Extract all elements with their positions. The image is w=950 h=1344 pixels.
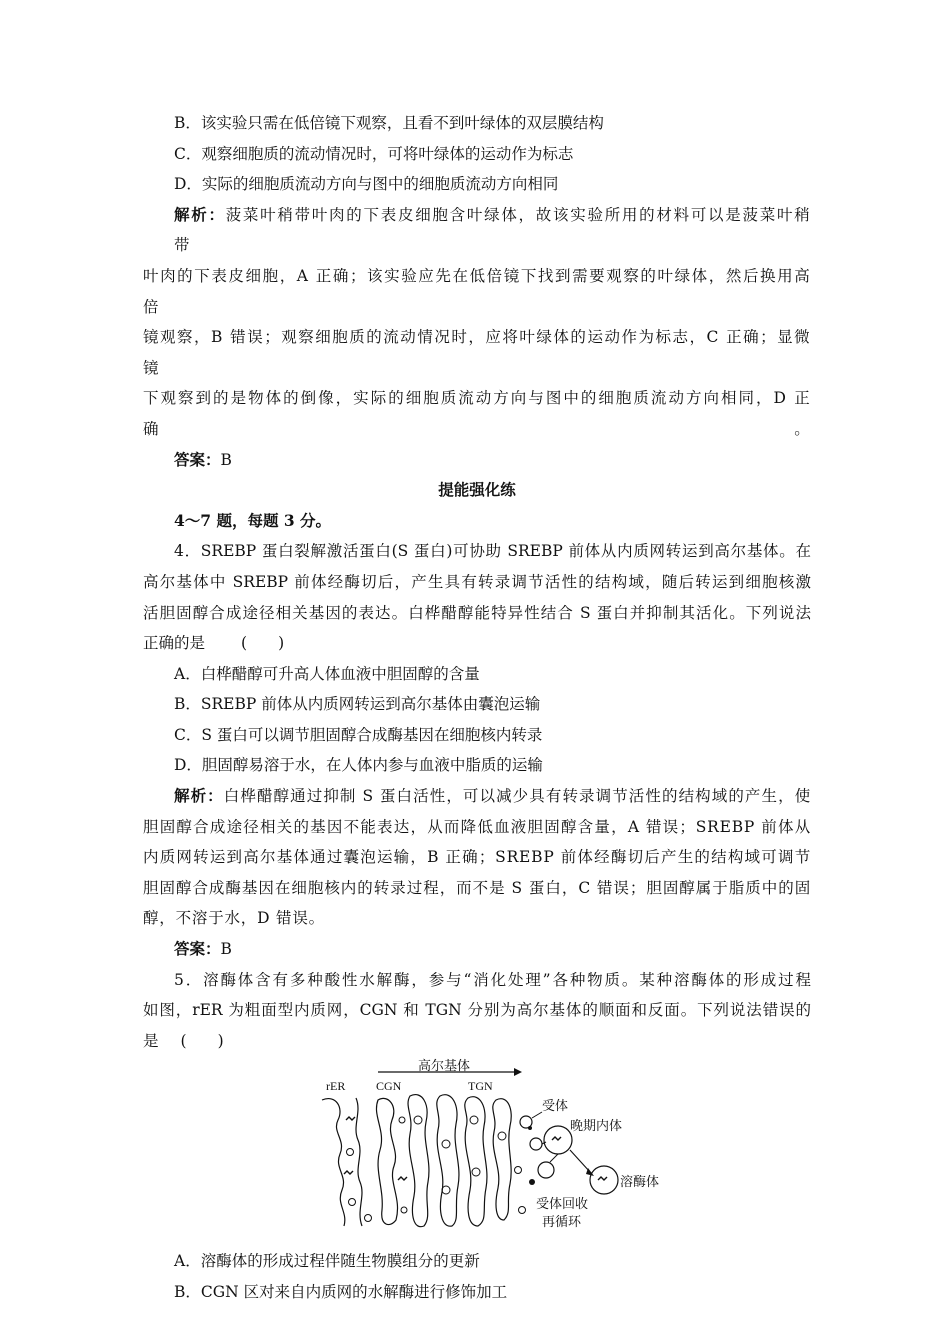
- arrowhead: [514, 1068, 522, 1076]
- receptor-label: 受体: [542, 1099, 569, 1115]
- vesicle: [399, 1117, 405, 1123]
- option-b: B．该实验只需在低倍镜下观察，且看不到叶绿体的双层膜结构: [174, 114, 604, 132]
- q4-option-b: B．SREBP 前体从内质网转运到高尔基体由囊泡运输: [174, 695, 541, 714]
- answer-value: B: [220, 940, 232, 959]
- enzyme-mark: [346, 1117, 355, 1120]
- lysosome-formation-figure: [143, 1056, 811, 1246]
- answer-line: [143, 445, 811, 476]
- enzyme-mark: [344, 1171, 353, 1174]
- vesicle: [519, 1207, 526, 1214]
- answer-value: B: [220, 450, 232, 469]
- enzyme-mark: [598, 1177, 607, 1180]
- analysis-label: 解析：: [174, 204, 226, 224]
- q5-option-a: A．溶酶体的形成过程伴随生物膜组分的更新: [174, 1252, 480, 1271]
- answer-label: 答案：: [174, 449, 221, 469]
- receptor-vesicle: [530, 1138, 542, 1150]
- receptor-dot: [529, 1179, 535, 1185]
- q4-option-d: D．胆固醇易溶于水，在人体内参与血液中脂质的运输: [174, 756, 543, 775]
- recycle-label-1: 受体回收: [536, 1197, 589, 1213]
- analysis-line: 下观察到的是物体的倒像，实际的细胞质流动方向与图中的细胞质流动方向相同，D 正确。: [143, 389, 811, 438]
- document-page: [143, 108, 811, 1308]
- vesicle: [401, 1207, 407, 1213]
- vesicle: [349, 1199, 356, 1206]
- rer-label: rER: [326, 1079, 346, 1094]
- arrow: [570, 1150, 590, 1172]
- q5-option-b: B．CGN 区对来自内质网的水解酶进行修饰加工: [174, 1283, 508, 1301]
- rer-membrane: [322, 1098, 362, 1226]
- golgi-cisterna: [493, 1099, 511, 1220]
- q4-stem-line: 高尔基体中 SREBP 前体经酶切后，产生具有转录调节活性的结构域，随后转运到细胞核激: [143, 572, 811, 591]
- q5-stem-last: 是 ( ): [143, 1031, 224, 1050]
- q5-answer-paren: ( ): [180, 1031, 224, 1050]
- q5-stem-line: 如图，rER 为粗面型内质网，CGN 和 TGN 分别为高尔基体的顺面和反面。下列说法错误的: [143, 1001, 811, 1020]
- enzyme-mark: [498, 1132, 506, 1140]
- enzyme-mark: [442, 1140, 450, 1148]
- q4-analysis-line: 胆固醇合成酶基因在细胞核内的转录过程，而不是 S 蛋白，C 错误；胆固醇属于脂质中的固: [143, 878, 811, 897]
- golgi-label: 高尔基体: [418, 1059, 471, 1075]
- analysis-label: 解析：: [174, 786, 224, 806]
- q4-option-c: C．S 蛋白可以调节胆固醇合成酶基因在细胞核内转录: [174, 725, 543, 744]
- q4-stem-line: 4．SREBP 蛋白裂解激活蛋白(S 蛋白)可协助 SREBP 前体从内质网转运到高尔基体。在: [174, 542, 811, 561]
- late-endosome-label: 晚期内体: [570, 1119, 623, 1135]
- q5-stem-line: 5．溶酶体含有多种酸性水解酶，参与“消化处理”各种物质。某种溶酶体的形成过程: [174, 970, 811, 989]
- option-d: D．实际的细胞质流动方向与图中的细胞质流动方向相同: [174, 175, 559, 194]
- diagram-svg: [318, 1059, 660, 1240]
- lysosome-label: 溶酶体: [620, 1175, 660, 1191]
- enzyme-mark: [414, 1116, 422, 1124]
- analysis-line: 解析：菠菜叶稍带叶肉的下表皮细胞含叶绿体，故该实验所用的材料可以是菠菜叶稍带: [174, 204, 811, 255]
- section-note: 4～7 题，每题 3 分。: [174, 510, 332, 530]
- section-title: 提能强化练: [438, 480, 516, 500]
- cgn-label: CGN: [376, 1079, 402, 1094]
- enzyme-mark: [470, 1116, 478, 1124]
- recycle-label-2: 再循环: [542, 1215, 582, 1231]
- q4-stem-line: 活胆固醇合成途径相关基因的表达。白桦醋醇能特异性结合 S 蛋白并抑制其活化。下列说法: [143, 603, 811, 622]
- q4-analysis-last: 醇，不溶于水，D 错误。: [143, 909, 325, 928]
- answer-label: 答案：: [174, 939, 221, 959]
- enzyme-mark: [552, 1137, 561, 1140]
- analysis-line: 叶肉的下表皮细胞，A 正确；该实验应先在低倍镜下找到需要观察的叶绿体，然后换用高倍: [143, 266, 811, 316]
- golgi-cisterna: [408, 1095, 429, 1227]
- golgi-cisterna: [376, 1099, 397, 1225]
- arrow: [550, 1154, 558, 1162]
- q4-option-a: A．白桦醋醇可升高人体血液中胆固醇的含量: [174, 664, 480, 683]
- golgi-cisterna: [437, 1095, 459, 1226]
- q4-analysis-line: 内质网转运到高尔基体通过囊泡运输，B 正确；SREBP 前体经酶切后产生的结构域可调节: [143, 848, 811, 867]
- q4-analysis-line: 胆固醇合成途径相关的基因不能表达，从而降低血液胆固醇含量，A 错误；SREBP 前体从: [143, 817, 811, 836]
- analysis-line: 镜观察，B 错误；观察细胞质的流动情况时，应将叶绿体的运动作为标志，C 正确；显微镜: [143, 328, 811, 377]
- receptor-dot: [528, 1126, 532, 1130]
- q4-stem-last: 正确的是 ( ): [143, 634, 285, 653]
- q4-answer-paren: ( ): [241, 634, 285, 653]
- option-c: C．观察细胞质的流动情况时，可将叶绿体的运动作为标志: [174, 144, 574, 163]
- enzyme-mark: [398, 1177, 407, 1180]
- recycle-vesicle: [538, 1162, 554, 1178]
- enzyme-mark: [442, 1186, 450, 1194]
- vesicle: [347, 1149, 354, 1156]
- receptor-pointer: [532, 1112, 542, 1118]
- enzyme-mark: [472, 1168, 480, 1176]
- vesicle: [515, 1167, 522, 1174]
- q4-analysis-line: 解析：白桦醋醇通过抑制 S 蛋白活性，可以减少具有转录调节活性的结构域的产生，使: [174, 786, 812, 806]
- vesicle: [365, 1215, 372, 1222]
- tgn-label: TGN: [468, 1079, 493, 1094]
- q4-answer-line: [143, 934, 811, 965]
